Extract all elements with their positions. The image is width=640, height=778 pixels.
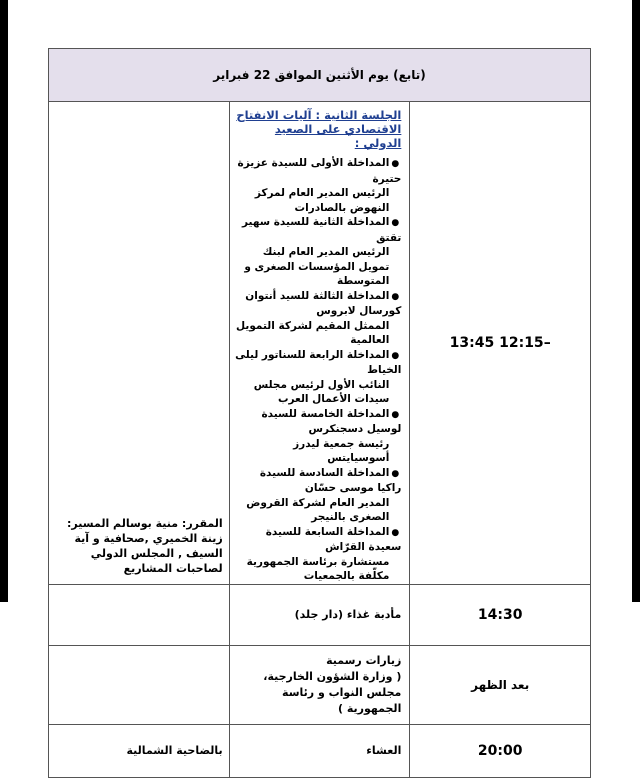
intervention-role: الرئيس المدير العام لبنك تمويل المؤسسات الصغرى و المتوسطة	[244, 246, 390, 287]
bullet-icon: ●	[391, 291, 400, 302]
lunch-row	[49, 584, 591, 645]
list-item	[234, 348, 402, 407]
list-item	[234, 289, 402, 348]
list-item	[234, 466, 402, 525]
lunch-content-cell	[229, 584, 410, 645]
moderators-cell	[49, 102, 230, 585]
bullet-icon: ●	[391, 527, 400, 538]
intervention-name: المداخلة الثالثة للسيد أنتوان كورسال لابروس	[245, 289, 402, 317]
day-title: (تابع) يوم الأثنين الموافق 22 فبراير	[49, 49, 591, 102]
moderators-text: المقرر: منية بوسالم المسير: زينة الخميري ,صحافية و آية السيف , المجلس الدولي لصاحبات المشاريع	[67, 516, 223, 575]
right-border	[632, 0, 640, 602]
session-time-cell	[410, 102, 591, 585]
intervention-name: المداخلة الأولى للسيدة عزيزة حتيرة	[237, 157, 402, 185]
bullet-icon: ●	[391, 468, 400, 479]
visits-time: بعد الظهر	[410, 645, 591, 724]
session-title: الجلسة الثانية : آليات الانفتاح الاقتصادي على الصعيد الدولي :	[236, 108, 402, 150]
schedule-table	[48, 48, 591, 778]
intervention-name: المداخلة السادسة للسيدة راكيا موسى حسّان	[259, 466, 402, 494]
intervention-name: المداخلة السابعة للسيدة سعيدة القرّاش	[265, 525, 402, 553]
visits-side-cell	[49, 645, 230, 724]
intervention-name: المداخلة الرابعة للسناتور ليلى الخياط	[235, 348, 402, 376]
left-border	[0, 0, 8, 602]
dinner-content-cell	[229, 724, 410, 777]
bullet-icon: ●	[391, 218, 400, 228]
bullet-icon: ●	[391, 409, 400, 420]
intervention-role: النائب الأول لرئيس مجلس سيدات الأعمال العرب	[253, 378, 390, 405]
dinner-location-cell	[49, 724, 230, 777]
header-row	[49, 49, 591, 102]
visits-row	[49, 645, 591, 724]
lunch-side-cell	[49, 584, 230, 645]
list-item	[234, 215, 402, 289]
dinner-time: 20:00	[410, 724, 591, 777]
bullet-icon: ●	[391, 350, 400, 361]
intervention-role: المدير العام لشركة القروض الصغرى بالنيجر	[246, 496, 390, 523]
dinner-row	[49, 724, 591, 777]
interventions-list	[230, 156, 410, 584]
intervention-name: المداخلة الخامسة للسيدة لوسيل دسجنكرس	[261, 407, 402, 435]
bullet-icon: ●	[391, 159, 400, 169]
intervention-role: الممثل المقيم لشركة التمويل العالمية	[236, 319, 390, 346]
visits-details: ( وزارة الشؤون الخارجية، مجلس النواب و رئاسة الجمهورية )	[263, 669, 402, 715]
dinner-text: العشاء	[366, 743, 402, 757]
visits-content-cell	[229, 645, 410, 724]
session-content-cell	[229, 102, 410, 585]
dinner-location: بالضاحية الشمالية	[126, 744, 223, 757]
visits-title: زيارات رسمية	[326, 653, 402, 667]
intervention-role: رئيسة جمعية ليدرز أسوسيايتس	[293, 437, 390, 464]
session-row	[49, 102, 591, 585]
intervention-role: الرئيس المدير العام لمركز النهوض بالصادرات	[254, 187, 390, 214]
list-item	[234, 407, 402, 466]
intervention-role: مستشارة برئاسة الجمهورية مكلّفة بالجمعيات	[246, 555, 390, 582]
session-time: –12:15 13:45	[449, 334, 551, 351]
lunch-time: 14:30	[410, 584, 591, 645]
list-item	[234, 525, 402, 584]
lunch-text: مأدبة غذاء (دار جلد)	[294, 607, 402, 621]
list-item	[234, 156, 402, 215]
intervention-name: المداخلة الثانية للسيدة سهير تقتق	[242, 216, 402, 244]
